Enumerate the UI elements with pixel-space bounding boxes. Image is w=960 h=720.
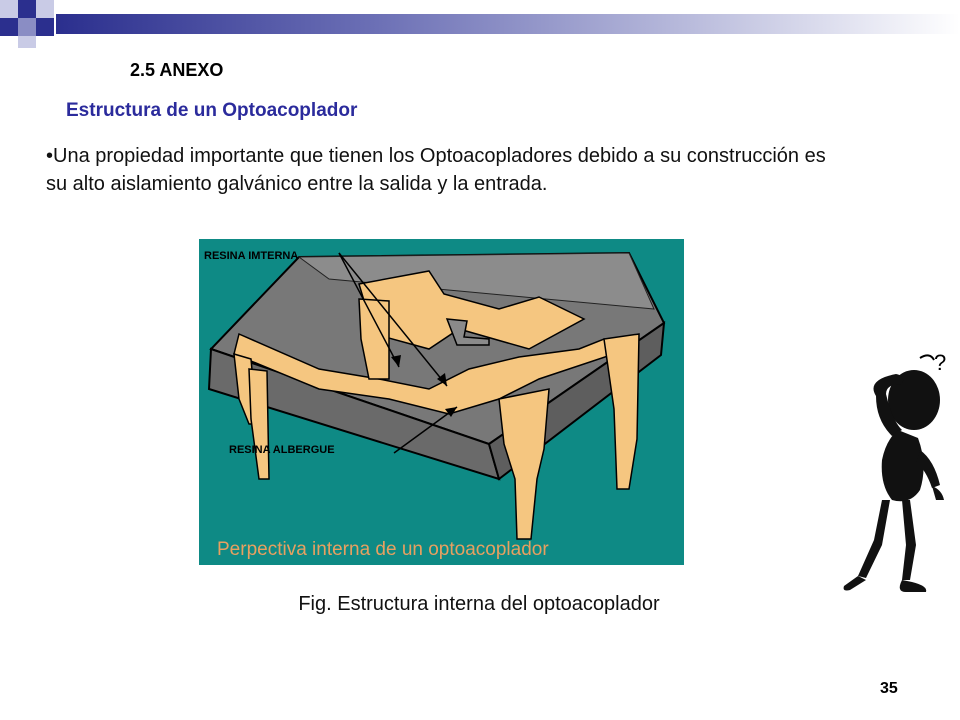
deco-square [18,0,36,18]
deco-square [36,0,54,18]
deco-square [18,36,36,48]
top-decoration [0,0,960,48]
optocoupler-figure [199,239,684,565]
deco-square [0,18,18,36]
figure-caption [0,593,960,616]
svg-text:?: ? [934,350,947,375]
deco-square [18,18,36,36]
confused-man-icon [836,340,960,610]
slide-subtitle: Estructura de un Optoacoplador [66,100,358,121]
figure-caption-text: Fig. Estructura interna del optoacoplador [298,593,660,615]
label-inner-resin: RESINA IMTERNA [204,250,299,262]
deco-square [36,18,54,36]
page-number: 35 [880,680,898,697]
label-outer-resin: RESINA ALBERGUE [229,444,335,456]
body-paragraph: •Una propiedad importante que tienen los Optoacopladores debido a su construcción es su alto aislamiento galvánico entre la salida y la entrada. [46,145,826,195]
deco-square [0,0,18,18]
figure-footer-text: Perpectiva interna de un optoacoplador [217,539,549,560]
section-title: 2.5 ANEXO [130,60,224,80]
header-gradient-band [56,14,960,34]
